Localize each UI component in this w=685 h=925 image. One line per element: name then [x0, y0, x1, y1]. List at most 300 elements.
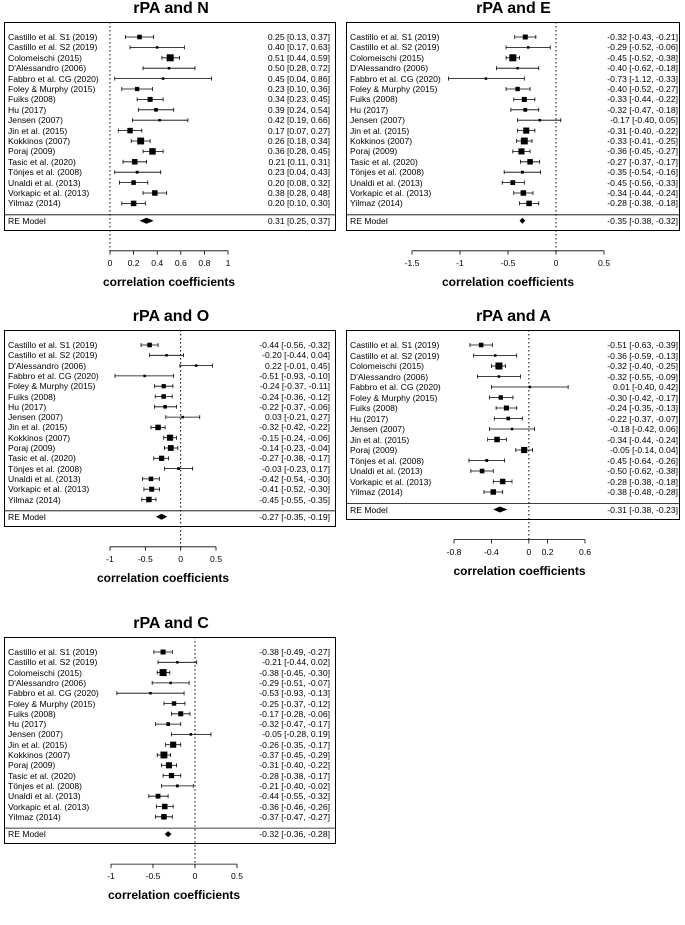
study-estimate-text: 0.17 [0.07, 0.27]	[267, 125, 330, 136]
study-label: Hu (2017)	[8, 104, 47, 115]
study-estimate-text: 0.34 [0.23, 0.45]	[267, 94, 330, 105]
study-estimate-text: -0.44 [-0.56, -0.32]	[259, 340, 330, 350]
study-label: Fuiks (2008)	[350, 94, 398, 105]
study-label: Jin et al. (2015)	[350, 125, 410, 136]
point-estimate-square	[165, 354, 168, 357]
x-axis-label: correlation coefficients	[441, 274, 575, 289]
study-estimate-text: -0.53 [-0.93, -0.13]	[259, 688, 330, 699]
x-tick-label: -1	[106, 553, 114, 564]
point-estimate-square	[168, 67, 171, 70]
study-label: Castillo et al. S1 (2019)	[8, 32, 98, 42]
study-label: Colomeischi (2015)	[350, 52, 425, 63]
point-estimate-square	[146, 497, 152, 503]
point-estimate-square	[515, 87, 519, 91]
study-estimate-text: -0.25 [-0.37, -0.12]	[259, 698, 330, 709]
study-label: Yilmaz (2014)	[8, 198, 61, 209]
point-estimate-square	[167, 435, 173, 441]
study-label: Yilmaz (2014)	[350, 198, 403, 209]
study-label: Vorkapic et al. (2013)	[8, 188, 90, 198]
point-estimate-square	[182, 416, 185, 419]
point-estimate-square	[131, 180, 136, 185]
model-estimate-text: -0.31 [-0.38, -0.23]	[607, 504, 678, 515]
point-estimate-square	[176, 661, 179, 664]
point-estimate-square	[155, 425, 161, 431]
study-estimate-text: -0.29 [-0.52, -0.06]	[607, 42, 678, 53]
model-label: RE Model	[8, 215, 46, 226]
study-estimate-text: 0.01 [-0.40, 0.42]	[613, 382, 678, 392]
study-estimate-text: -0.29 [-0.51, -0.07]	[259, 677, 330, 688]
summary-diamond	[493, 507, 507, 513]
point-estimate-square	[521, 171, 524, 174]
study-estimate-text: -0.36 [-0.46, -0.26]	[259, 801, 330, 812]
forest-panel	[0, 615, 342, 920]
study-label: Jensen (2007)	[350, 115, 405, 126]
panel-title: rPA and C	[133, 615, 209, 632]
study-estimate-text: 0.22 [-0.01, 0.45]	[265, 360, 330, 371]
x-tick-label: 1	[225, 257, 231, 268]
study-estimate-text: -0.45 [-0.56, -0.33]	[607, 177, 678, 188]
study-label: Poraj (2009)	[8, 146, 56, 157]
study-label: D'Alessandro (2006)	[350, 63, 429, 74]
forest-panel	[0, 308, 342, 613]
x-tick-label: -1	[456, 257, 464, 268]
study-label: Vorkapic et al. (2013)	[8, 801, 90, 812]
study-label: Hu (2017)	[8, 719, 47, 730]
point-estimate-square	[132, 159, 138, 165]
point-estimate-square	[195, 364, 198, 367]
study-label: Vorkapic et al. (2013)	[8, 484, 90, 495]
study-estimate-text: 0.26 [0.18, 0.34]	[267, 136, 330, 146]
study-label: Vorkapic et al. (2013)	[350, 476, 432, 487]
study-label: Tönjes et al. (2008)	[8, 167, 83, 178]
study-label: Jensen (2007)	[8, 115, 63, 126]
point-estimate-square	[161, 814, 167, 820]
study-estimate-text: 0.23 [0.10, 0.36]	[267, 84, 330, 94]
study-estimate-text: -0.27 [-0.38, -0.17]	[259, 453, 330, 464]
study-label: Hu (2017)	[8, 401, 47, 412]
study-estimate-text: -0.15 [-0.24, -0.06]	[259, 432, 330, 443]
study-estimate-text: -0.14 [-0.23, -0.04]	[259, 443, 330, 453]
point-estimate-square	[166, 762, 172, 768]
study-estimate-text: -0.38 [-0.45, -0.30]	[259, 667, 330, 678]
study-label: Castillo et al. S2 (2019)	[8, 350, 98, 361]
x-tick-label: -0.8	[446, 546, 462, 557]
x-tick-label: 0.2	[127, 257, 140, 268]
x-tick-label: 0.8	[198, 257, 211, 268]
study-label: D'Alessandro (2006)	[8, 360, 87, 371]
study-estimate-text: -0.34 [-0.44, -0.24]	[607, 434, 678, 445]
study-label: Jensen (2007)	[8, 412, 63, 423]
model-label: RE Model	[8, 511, 46, 522]
x-tick-label: -0.5	[500, 257, 516, 268]
point-estimate-square	[154, 108, 158, 112]
point-estimate-square	[495, 363, 502, 370]
study-estimate-text: -0.38 [-0.48, -0.28]	[607, 487, 678, 497]
point-estimate-square	[127, 128, 133, 134]
point-estimate-square	[521, 190, 527, 196]
x-tick-label: 0	[178, 553, 184, 564]
study-estimate-text: -0.38 [-0.49, -0.27]	[259, 647, 330, 657]
x-axis-label: correlation coefficients	[96, 570, 230, 585]
study-label: Fabbro et al. CG (2020)	[8, 370, 99, 381]
point-estimate-square	[160, 752, 167, 759]
study-estimate-text: -0.32 [-0.42, -0.22]	[259, 422, 330, 433]
point-estimate-square	[523, 128, 529, 134]
point-estimate-square	[148, 97, 153, 102]
study-label: Colomeischi (2015)	[350, 361, 425, 371]
point-estimate-square	[522, 97, 527, 102]
study-label: Castillo et al. S1 (2019)	[8, 340, 98, 350]
point-estimate-square	[135, 87, 139, 91]
study-label: Fuiks (2008)	[8, 391, 56, 402]
point-estimate-square	[160, 669, 167, 676]
study-label: Hu (2017)	[350, 413, 389, 424]
x-axis-label: correlation coefficients	[102, 274, 236, 289]
study-estimate-text: -0.21 [-0.44, 0.02]	[262, 657, 330, 668]
study-estimate-text: -0.50 [-0.62, -0.38]	[607, 466, 678, 476]
study-label: Yilmaz (2014)	[350, 487, 403, 497]
x-tick-label: -1.5	[404, 257, 420, 268]
x-tick-label: 0.6	[174, 257, 187, 268]
summary-diamond	[165, 831, 172, 837]
study-label: Unaldi et al. (2013)	[8, 473, 81, 484]
study-label: Foley & Murphy (2015)	[8, 381, 96, 392]
point-estimate-square	[498, 375, 501, 378]
study-label: Kokkinos (2007)	[8, 750, 71, 760]
study-estimate-text: -0.05 [-0.14, 0.04]	[610, 445, 678, 455]
x-tick-label: 0	[526, 546, 532, 557]
panel-title: rPA and N	[133, 0, 209, 17]
point-estimate-square	[511, 428, 514, 431]
study-label: Castillo et al. S1 (2019)	[8, 647, 98, 657]
point-estimate-square	[162, 384, 166, 388]
point-estimate-square	[170, 742, 176, 748]
point-estimate-square	[178, 711, 183, 716]
x-axis-label: correlation coefficients	[453, 563, 586, 578]
study-estimate-text: 0.42 [0.19, 0.66]	[267, 115, 330, 126]
study-estimate-text: -0.20 [-0.44, 0.04]	[262, 350, 330, 361]
study-label: D'Alessandro (2006)	[8, 677, 87, 688]
point-estimate-square	[167, 54, 174, 61]
forest-panel	[0, 0, 342, 305]
model-estimate-text: 0.31 [0.25, 0.37]	[267, 215, 330, 226]
forest-panel	[342, 308, 685, 613]
study-estimate-text: -0.03 [-0.23, 0.17]	[262, 463, 330, 474]
study-estimate-text: 0.45 [0.04, 0.86]	[267, 73, 330, 84]
x-tick-label: -0.4	[484, 546, 499, 557]
point-estimate-square	[162, 77, 165, 80]
point-estimate-square	[168, 445, 174, 451]
study-estimate-text: -0.34 [-0.44, -0.24]	[607, 188, 678, 198]
study-estimate-text: -0.40 [-0.62, -0.18]	[607, 63, 678, 74]
point-estimate-square	[149, 148, 155, 154]
point-estimate-square	[156, 46, 159, 49]
study-label: Unaldi et al. (2013)	[8, 177, 81, 188]
point-estimate-square	[137, 138, 144, 145]
study-label: D'Alessandro (2006)	[8, 63, 87, 74]
point-estimate-square	[131, 201, 137, 207]
point-estimate-square	[161, 650, 166, 655]
study-estimate-text: -0.17 [-0.40, 0.05]	[610, 115, 678, 126]
x-tick-label: 0.4	[151, 257, 164, 268]
x-tick-label: 0	[192, 871, 198, 882]
model-estimate-text: -0.32 [-0.36, -0.28]	[259, 829, 330, 840]
point-estimate-square	[149, 477, 154, 482]
study-label: Castillo et al. S2 (2019)	[8, 657, 98, 668]
point-estimate-square	[176, 784, 179, 787]
point-estimate-square	[480, 469, 485, 474]
study-label: Jensen (2007)	[8, 729, 63, 740]
model-estimate-text: -0.35 [-0.38, -0.32]	[607, 215, 678, 226]
study-estimate-text: -0.27 [-0.37, -0.17]	[607, 156, 678, 167]
point-estimate-square	[523, 35, 528, 40]
study-label: Tönjes et al. (2008)	[350, 455, 425, 466]
study-label: Vorkapic et al. (2013)	[350, 188, 432, 198]
point-estimate-square	[149, 487, 154, 492]
study-label: Yilmaz (2014)	[8, 811, 61, 822]
study-estimate-text: -0.51 [-0.93, -0.10]	[259, 370, 330, 381]
study-label: Castillo et al. S2 (2019)	[8, 42, 98, 53]
study-estimate-text: 0.51 [0.44, 0.59]	[267, 52, 330, 63]
study-estimate-text: -0.33 [-0.41, -0.25]	[607, 136, 678, 146]
study-label: D'Alessandro (2006)	[350, 371, 429, 382]
point-estimate-square	[506, 417, 510, 421]
study-estimate-text: -0.18 [-0.42, 0.06]	[610, 424, 678, 434]
study-label: Unaldi et al. (2013)	[350, 177, 423, 188]
study-label: Fabbro et al. CG (2020)	[8, 688, 99, 699]
study-label: Yilmaz (2014)	[8, 494, 61, 505]
study-estimate-text: -0.45 [-0.64, -0.26]	[607, 455, 678, 466]
study-label: Colomeischi (2015)	[8, 667, 83, 678]
forest-panel	[342, 0, 685, 305]
study-estimate-text: -0.41 [-0.52, -0.30]	[259, 484, 330, 495]
point-estimate-square	[518, 148, 524, 154]
model-label: RE Model	[350, 504, 388, 515]
point-estimate-square	[190, 733, 193, 736]
study-label: Tönjes et al. (2008)	[350, 167, 425, 178]
point-estimate-square	[152, 190, 158, 196]
point-estimate-square	[149, 692, 152, 695]
study-estimate-text: 0.40 [0.17, 0.63]	[267, 42, 330, 53]
study-estimate-text: 0.25 [0.13, 0.37]	[267, 32, 330, 42]
point-estimate-square	[143, 375, 146, 378]
study-label: Foley & Murphy (2015)	[350, 392, 438, 403]
study-label: Fabbro et al. CG (2020)	[350, 382, 441, 392]
point-estimate-square	[172, 701, 176, 705]
point-estimate-square	[147, 343, 152, 348]
study-label: Hu (2017)	[350, 104, 389, 115]
study-estimate-text: -0.42 [-0.54, -0.30]	[259, 473, 330, 484]
study-label: Tönjes et al. (2008)	[8, 780, 83, 791]
point-estimate-square	[177, 467, 180, 470]
study-estimate-text: -0.28 [-0.38, -0.18]	[607, 198, 678, 209]
study-estimate-text: 0.50 [0.28, 0.72]	[267, 63, 330, 74]
study-estimate-text: -0.40 [-0.52, -0.27]	[607, 84, 678, 94]
study-estimate-text: -0.35 [-0.54, -0.16]	[607, 167, 678, 178]
study-label: Fuiks (2008)	[8, 708, 56, 719]
x-tick-label: -1	[107, 871, 115, 882]
study-estimate-text: -0.32 [-0.47, -0.17]	[259, 719, 330, 730]
study-estimate-text: -0.37 [-0.45, -0.29]	[259, 750, 330, 760]
study-estimate-text: -0.51 [-0.63, -0.39]	[607, 340, 678, 350]
study-label: Tasic et al. (2020)	[8, 156, 76, 167]
study-label: Tasic et al. (2020)	[8, 453, 76, 464]
study-label: Fuiks (2008)	[350, 403, 398, 413]
study-estimate-text: -0.17 [-0.28, -0.06]	[259, 708, 330, 719]
study-estimate-text: -0.37 [-0.47, -0.27]	[259, 811, 330, 822]
point-estimate-square	[162, 804, 168, 810]
x-tick-label: 0.5	[210, 553, 222, 564]
study-label: Poraj (2009)	[350, 445, 398, 455]
panel-title: rPA and O	[132, 308, 210, 325]
panel-title: rPA and E	[476, 0, 551, 17]
study-label: Jensen (2007)	[350, 424, 405, 434]
summary-diamond	[156, 514, 167, 520]
study-estimate-text: -0.45 [-0.55, -0.35]	[259, 494, 330, 505]
point-estimate-square	[156, 794, 161, 799]
point-estimate-square	[538, 119, 541, 122]
x-tick-label: 0	[107, 257, 113, 268]
panel-title: rPA and A	[476, 308, 551, 325]
point-estimate-square	[494, 437, 500, 443]
study-estimate-text: -0.22 [-0.37, -0.06]	[259, 401, 330, 412]
study-label: Jin et al. (2015)	[8, 422, 68, 433]
x-tick-label: 0	[553, 257, 559, 268]
study-label: Tasic et al. (2020)	[350, 156, 418, 167]
x-tick-label: 0.5	[231, 871, 243, 882]
point-estimate-square	[494, 354, 497, 357]
point-estimate-square	[509, 54, 516, 61]
study-estimate-text: -0.31 [-0.40, -0.22]	[607, 125, 678, 136]
study-label: Jin et al. (2015)	[350, 434, 410, 445]
study-estimate-text: -0.21 [-0.40, -0.02]	[259, 780, 330, 791]
study-label: Unaldi et al. (2013)	[8, 791, 81, 802]
summary-diamond	[520, 218, 526, 224]
study-estimate-text: -0.36 [-0.59, -0.13]	[607, 350, 678, 361]
point-estimate-square	[161, 394, 166, 399]
point-estimate-square	[169, 682, 172, 685]
study-estimate-text: -0.28 [-0.38, -0.17]	[259, 770, 330, 781]
study-estimate-text: -0.32 [-0.40, -0.25]	[607, 361, 678, 371]
study-estimate-text: 0.20 [0.08, 0.32]	[267, 177, 330, 188]
point-estimate-square	[504, 406, 509, 411]
study-label: Fuiks (2008)	[8, 94, 56, 105]
study-label: Poraj (2009)	[350, 146, 398, 157]
study-estimate-text: -0.32 [-0.47, -0.18]	[607, 104, 678, 115]
study-estimate-text: 0.23 [0.04, 0.43]	[267, 167, 330, 178]
study-estimate-text: -0.24 [-0.35, -0.13]	[607, 403, 678, 413]
study-estimate-text: -0.36 [-0.45, -0.27]	[607, 146, 678, 157]
study-label: Castillo et al. S1 (2019)	[350, 32, 440, 42]
study-estimate-text: 0.38 [0.28, 0.48]	[267, 188, 330, 198]
study-estimate-text: -0.28 [-0.38, -0.18]	[607, 476, 678, 487]
point-estimate-square	[523, 108, 527, 112]
point-estimate-square	[521, 138, 528, 145]
study-estimate-text: 0.20 [0.10, 0.30]	[267, 198, 330, 209]
point-estimate-square	[166, 722, 170, 726]
point-estimate-square	[158, 119, 161, 122]
study-label: Kokkinos (2007)	[350, 136, 413, 146]
point-estimate-square	[516, 67, 519, 70]
study-estimate-text: -0.30 [-0.42, -0.17]	[607, 392, 678, 403]
point-estimate-square	[527, 46, 530, 49]
x-tick-label: -0.5	[145, 871, 161, 882]
study-label: Tasic et al. (2020)	[8, 770, 76, 781]
study-estimate-text: -0.33 [-0.44, -0.22]	[607, 94, 678, 105]
study-estimate-text: 0.21 [0.11, 0.31]	[268, 156, 330, 167]
point-estimate-square	[163, 405, 167, 409]
point-estimate-square	[500, 479, 506, 485]
x-tick-label: 0.2	[541, 546, 554, 557]
point-estimate-square	[159, 456, 164, 461]
study-estimate-text: -0.32 [-0.43, -0.21]	[607, 32, 678, 42]
point-estimate-square	[529, 386, 532, 389]
study-label: Foley & Murphy (2015)	[350, 84, 438, 94]
x-axis-label: correlation coefficients	[107, 888, 241, 903]
study-label: Jin et al. (2015)	[8, 739, 68, 750]
study-label: Poraj (2009)	[8, 443, 56, 453]
study-estimate-text: -0.24 [-0.36, -0.12]	[259, 391, 330, 402]
study-estimate-text: -0.44 [-0.55, -0.32]	[259, 791, 330, 802]
study-estimate-text: -0.26 [-0.35, -0.17]	[259, 739, 330, 750]
study-label: Kokkinos (2007)	[8, 432, 71, 443]
study-label: Jin et al. (2015)	[8, 125, 68, 136]
study-label: Unaldi et al. (2013)	[350, 466, 423, 476]
x-tick-label: 0.6	[579, 546, 591, 557]
point-estimate-square	[169, 773, 174, 778]
model-label: RE Model	[8, 829, 46, 840]
study-estimate-text: -0.05 [-0.28, 0.19]	[262, 729, 330, 740]
study-estimate-text: -0.24 [-0.37, -0.11]	[259, 381, 330, 392]
study-label: Colomeischi (2015)	[8, 52, 83, 63]
study-label: Poraj (2009)	[8, 760, 56, 771]
study-label: Foley & Murphy (2015)	[8, 84, 96, 94]
study-label: Foley & Murphy (2015)	[8, 698, 96, 709]
x-tick-label: -0.5	[137, 553, 153, 564]
study-label: Fabbro et al. CG (2020)	[350, 73, 441, 84]
point-estimate-square	[499, 395, 503, 399]
study-estimate-text: -0.32 [-0.55, -0.09]	[607, 371, 678, 382]
point-estimate-square	[485, 77, 488, 80]
study-label: Fabbro et al. CG (2020)	[8, 73, 99, 84]
study-estimate-text: -0.22 [-0.37, -0.07]	[607, 413, 678, 424]
point-estimate-square	[137, 35, 142, 40]
study-estimate-text: -0.73 [-1.12, -0.33]	[607, 73, 678, 84]
model-label: RE Model	[350, 215, 388, 226]
study-estimate-text: 0.03 [-0.21, 0.27]	[265, 412, 330, 423]
point-estimate-square	[485, 459, 488, 462]
point-estimate-square	[136, 171, 139, 174]
study-label: Castillo et al. S2 (2019)	[350, 350, 440, 361]
study-label: Castillo et al. S2 (2019)	[350, 42, 440, 53]
study-estimate-text: -0.45 [-0.52, -0.38]	[607, 52, 678, 63]
point-estimate-square	[526, 201, 532, 207]
study-label: Castillo et al. S1 (2019)	[350, 340, 440, 350]
study-label: Kokkinos (2007)	[8, 136, 71, 146]
study-estimate-text: -0.31 [-0.40, -0.22]	[259, 760, 330, 771]
model-estimate-text: -0.27 [-0.35, -0.19]	[259, 511, 330, 522]
point-estimate-square	[491, 489, 497, 495]
point-estimate-square	[479, 343, 484, 348]
point-estimate-square	[510, 180, 515, 185]
study-label: Tönjes et al. (2008)	[8, 463, 83, 474]
summary-diamond	[140, 218, 154, 224]
study-estimate-text: 0.39 [0.24, 0.54]	[267, 104, 330, 115]
study-estimate-text: 0.36 [0.28, 0.45]	[267, 146, 330, 157]
point-estimate-square	[521, 447, 527, 453]
x-tick-label: 0.5	[598, 257, 610, 268]
point-estimate-square	[527, 159, 533, 165]
